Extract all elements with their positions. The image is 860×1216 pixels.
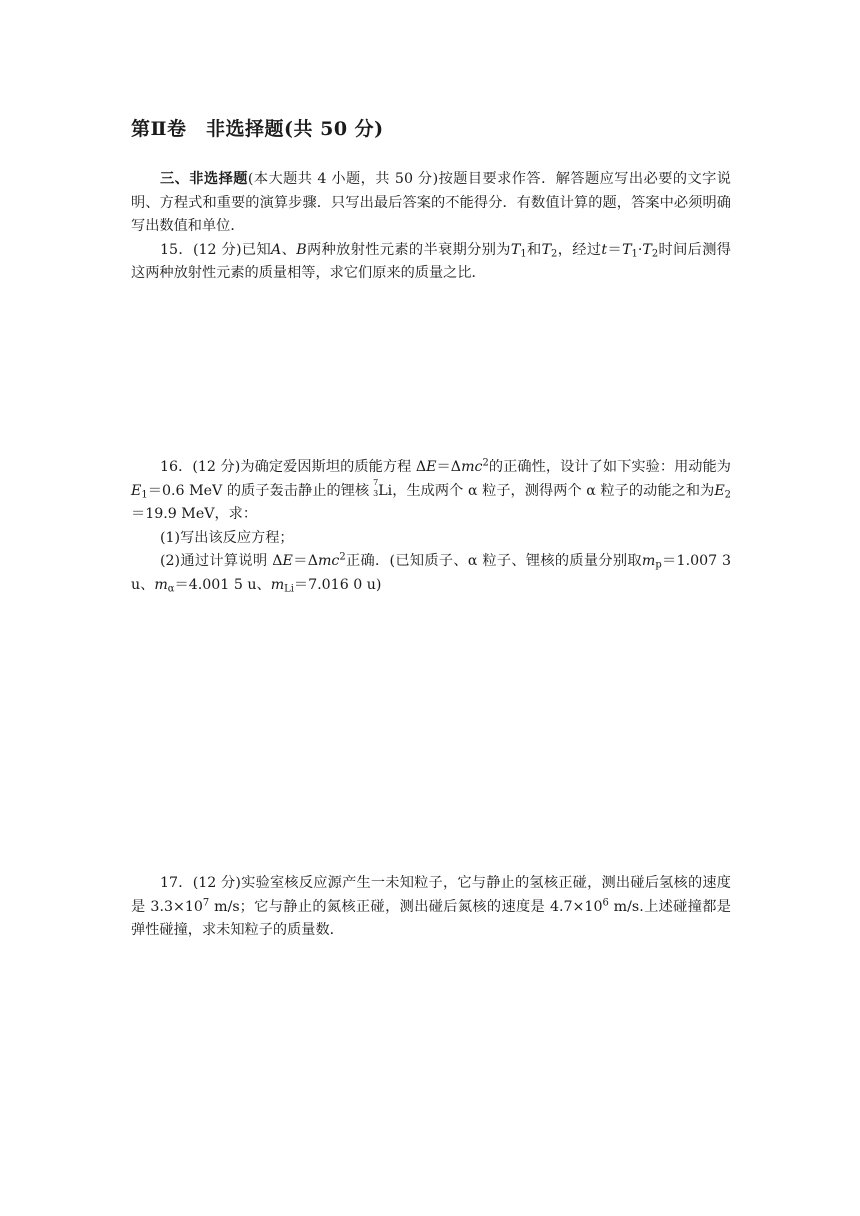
instructions-paragraph [131, 168, 731, 286]
question-16: 16．(12 分)为确定爱因斯坦的质能方程 ΔE＝Δmc$^2$的正确性，设计了如下实验：用动能为$E_1=0.6$ MeV 的质子轰击静止的锂核 7 3 Li，生成两个 α 粒子，测得两个 α 粒子的动能之和为$E_2=19.9$ MeV，求： (1)写出该反应方程； (2)通过计算说明 ΔE＝Δmc$^2$正确．(已知质子、α 粒子、锂核的质量分别取$m_p=1.007$ 3 u、$m_\alpha=4.001$ 5 u、$m_{Li}=7.016$ 0 u) [131, 456, 731, 597]
question-16-part-1: (1)写出该反应方程； [160, 529, 294, 546]
instructions-text: (本大题共 4 小题，共 50 分)按题目要求作答．解答题应写出必要的文字说明、方程式和重要的演算步骤．只写出最后答案的不能得分．有数值计算的题，答案中必须明确写出数值和单位． [131, 171, 731, 234]
question-15: 15．(12 分)已知A、B两种放射性元素的半衰期分别为$T_1$和$T_2$，经过$t=T_1\cdot T_2$时间后测得这两种放射性元素的质量相等，求它们原来的质量之比． [131, 241, 731, 281]
section-title: 第Ⅱ卷 非选择题(共 50 分) [131, 118, 384, 140]
question-16-part-2: (2)通过计算说明 ΔE＝Δmc$^2$正确．(已知质子、α 粒子、锂核的质量分别取$m_p=1.007$ 3 u、$m_\alpha=4.001$ 5 u、$m_{Li}=7.016$ 0 u) [131, 551, 732, 594]
lithium-isotope: 7 3 [373, 477, 379, 498]
question-17: 17．(12 分)实验室核反应源产生一未知粒子，它与静止的氢核正碰，测出碰后氢核的速度是 $3.3\times 10^7$ m/s；它与静止的氮核正碰，测出碰后氮核的速度是 $4.7\times 10^6$ m/s.上述碰撞都是弹性碰撞，求未知粒子的质量数． [131, 875, 731, 938]
instructions-heading: 三、非选择题 [160, 171, 248, 187]
